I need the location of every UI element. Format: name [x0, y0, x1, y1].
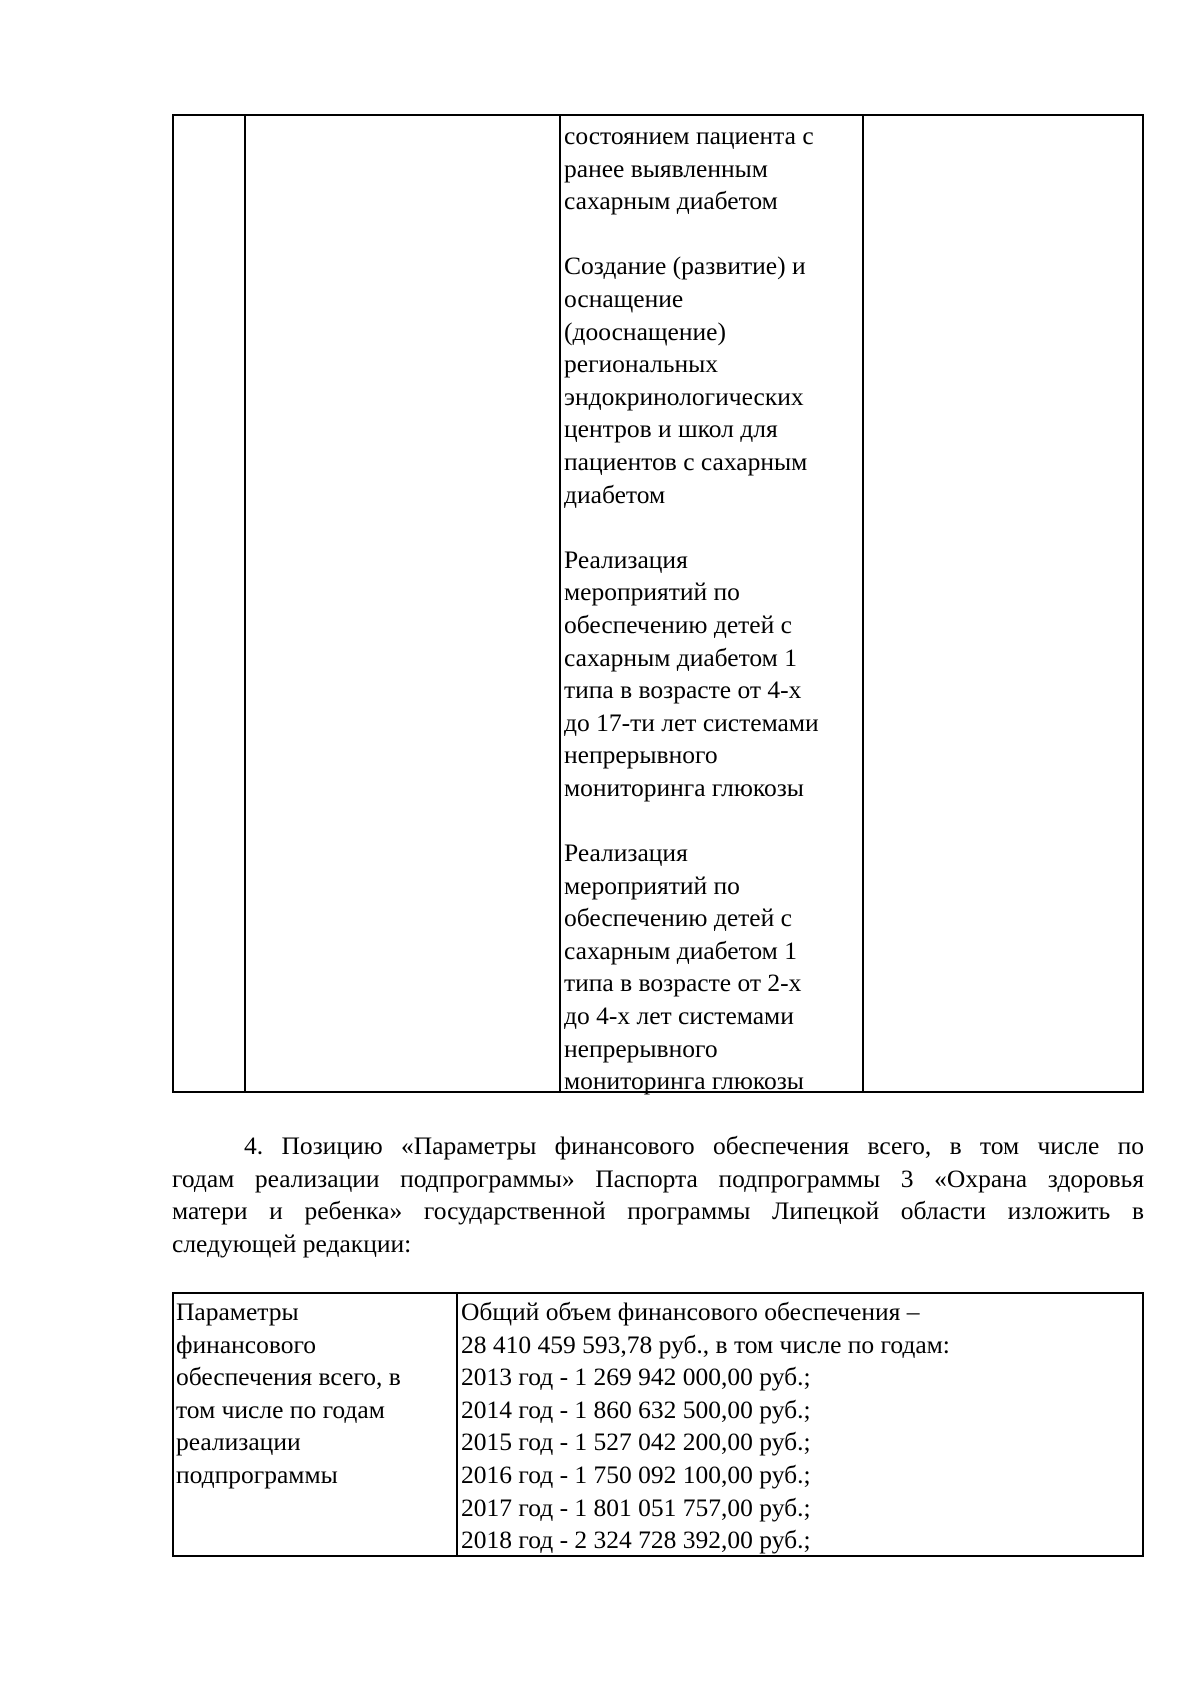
label-line: подпрограммы	[176, 1459, 338, 1489]
label-line: том числе по годам	[176, 1394, 385, 1424]
measure-paragraph: Создание (развитие) и оснащение (дооснащение) региональных эндокринологических центров и школ для пациентов с сахарным диабетом	[564, 251, 808, 509]
label-line: финансового	[176, 1329, 317, 1359]
financing-total-line: 28 410 459 593,78 руб., в том числе по годам:	[461, 1329, 950, 1359]
item-4-paragraph	[172, 1130, 1144, 1261]
paragraph-line: годам реализации подпрограммы» Паспорта подпрограммы 3 «Охрана здоровья	[172, 1163, 1144, 1193]
measure-paragraph: Реализация мероприятий по обеспечению детей с сахарным диабетом 1 типа в возрасте от 2-х до 4-х лет системами непрерывного мониторинга глюкозы	[564, 838, 804, 1096]
financing-year-line: 2015 год - 1 527 042 200,00 руб.;	[461, 1427, 811, 1457]
table-column-divider	[559, 116, 561, 1091]
financing-year-line: 2013 год - 1 269 942 000,00 руб.;	[461, 1362, 811, 1392]
continuation-table	[172, 114, 1144, 1096]
financing-label-cell	[176, 1296, 452, 1492]
label-line: реализации	[176, 1427, 301, 1457]
table-column-divider	[244, 116, 246, 1091]
measures-cell	[564, 120, 860, 1098]
paragraph-line: следующей редакции:	[172, 1229, 412, 1259]
label-line: обеспечения всего, в	[176, 1362, 401, 1392]
paragraph-line: матери и ребенка» государственной программы Липецкой области изложить в	[172, 1196, 1144, 1226]
measure-paragraph: состоянием пациента с ранее выявленным сахарным диабетом	[564, 121, 814, 216]
label-line: Параметры	[176, 1297, 299, 1326]
financing-values-cell	[461, 1296, 1141, 1557]
financing-year-line: 2014 год - 1 860 632 500,00 руб.;	[461, 1394, 811, 1424]
table-column-divider	[862, 116, 864, 1091]
financing-table	[172, 1292, 1144, 1557]
financing-year-line: 2017 год - 1 801 051 757,00 руб.;	[461, 1492, 811, 1522]
financing-year-line: 2016 год - 1 750 092 100,00 руб.;	[461, 1459, 811, 1489]
financing-total-line: Общий объем финансового обеспечения –	[461, 1297, 920, 1326]
measure-paragraph: Реализация мероприятий по обеспечению детей с сахарным диабетом 1 типа в возрасте от 4-х до 17-ти лет системами непрерывного мониторинга глюкозы	[564, 544, 819, 802]
table-column-divider	[456, 1294, 458, 1555]
financing-year-line: 2018 год - 2 324 728 392,00 руб.;	[461, 1525, 811, 1555]
paragraph-line: 4. Позицию «Параметры финансового обеспечения всего, в том числе по	[244, 1131, 1144, 1160]
